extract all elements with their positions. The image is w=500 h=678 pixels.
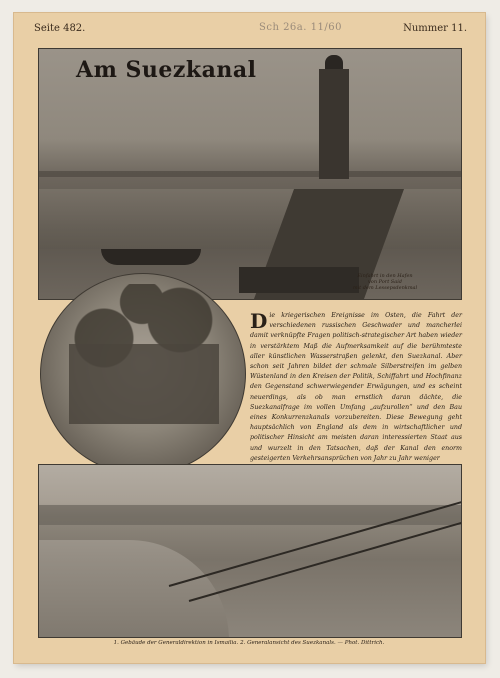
pencil-note: Sch 26a. 11/60 xyxy=(259,22,342,33)
caption-line: von Port Said xyxy=(367,279,402,285)
issue-number: Nummer 11. xyxy=(403,23,467,34)
page-header xyxy=(34,23,467,37)
ismailia-oval-photo xyxy=(40,273,246,475)
port-said-photo xyxy=(38,48,462,300)
page-number: Seite 482. xyxy=(34,23,86,34)
article-text xyxy=(250,311,462,464)
drop-cap: D xyxy=(250,309,268,333)
photo-caption-top xyxy=(339,273,431,291)
photo-caption-bottom: 1. Gebäude der Generaldirektion in Ismailia. 2. Generalansicht des Suezkanals. — Phot. Dittrich. xyxy=(113,640,385,646)
caption-line: mit dem Lessepsdenkmal xyxy=(352,285,418,291)
suez-canal-overview-photo xyxy=(38,464,462,638)
magazine-page xyxy=(14,13,485,663)
page-title: Am Suezkanal xyxy=(76,57,257,83)
article-body: ie kriegerischen Ereignisse im Osten, die Fahrt der verschiedenen russischen Geschwader und mancherlei damit verknüpfte Fragen politisch-strategischer Art haben wieder in verstärktem Maß die Aufmerksamkeit auf die berühmteste aller künstlichen Wasserstraßen gelenkt, den Suezkanal. Aber schon seit Jahren bildet der schmale Silberstreifen im gelben Wüstenland in den Kreisen der Politik, Schiffahrt und Hochfinanz den Gegenstand schwerwiegender Erwägungen, und es scheint neuerdings, als ob man ernstlich daran dächte, die Suezkanalfrage im vollen Umfang „aufzurollen“ und den Bau eines Konkurrenzkanals vorzubereiten. Diese Bewegung geht hauptsächlich von England als dem in wirtschaftlicher und politischer Hinsicht am meisten daran interessierten Staat aus und wurzelt in den Tatsachen, daß der Kanal den enorm gesteigerten Verkehrsansprüchen von Jahr zu Jahr weniger xyxy=(250,312,462,462)
caption-line: Einfahrt in den Hafen xyxy=(357,273,413,279)
